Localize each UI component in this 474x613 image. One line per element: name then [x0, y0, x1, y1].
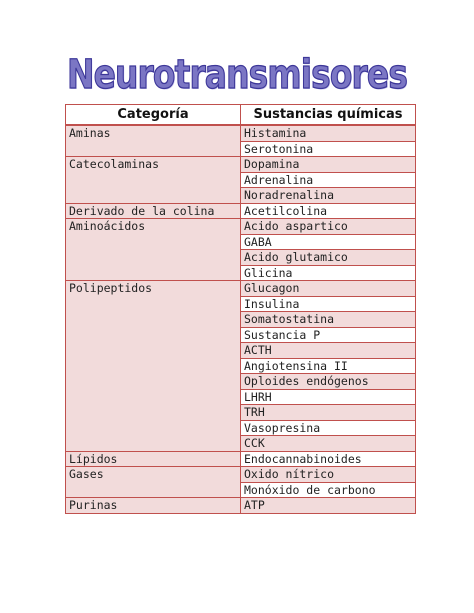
substance-cell: Insulina	[241, 296, 416, 312]
category-cell: Catecolaminas	[66, 157, 241, 204]
substance-cell: CCK	[241, 436, 416, 452]
table-row	[66, 498, 416, 514]
page-title: Neurotransmisores	[66, 52, 408, 98]
substance-cell: Oxido nítrico	[241, 467, 416, 483]
category-cell: Lípidos	[66, 451, 241, 467]
substance-cell: Sustancia P	[241, 327, 416, 343]
category-cell: Aminoácidos	[66, 219, 241, 281]
substance-cell: ATP	[241, 498, 416, 514]
header-category: Categoría	[66, 105, 241, 126]
substance-cell: Serotonina	[241, 141, 416, 157]
category-cell: Derivado de la colina	[66, 203, 241, 219]
substance-cell: Oploides endógenos	[241, 374, 416, 390]
substance-cell: Acetilcolina	[241, 203, 416, 219]
substance-cell: GABA	[241, 234, 416, 250]
neurotransmitter-table	[65, 104, 416, 514]
category-cell: Gases	[66, 467, 241, 498]
substance-cell: Adrenalina	[241, 172, 416, 188]
substance-cell: Acido glutamico	[241, 250, 416, 266]
header-substances: Sustancias químicas	[241, 105, 416, 126]
table-row	[66, 125, 416, 141]
table-row	[66, 467, 416, 483]
table-row	[66, 157, 416, 173]
substance-cell: LHRH	[241, 389, 416, 405]
substance-cell: ACTH	[241, 343, 416, 359]
category-cell: Polipeptidos	[66, 281, 241, 452]
category-cell: Purinas	[66, 498, 241, 514]
substance-cell: Angiotensina II	[241, 358, 416, 374]
substance-cell: Noradrenalina	[241, 188, 416, 204]
substance-cell: Vasopresina	[241, 420, 416, 436]
table-row	[66, 203, 416, 219]
table-row	[66, 219, 416, 235]
substance-cell: Histamina	[241, 125, 416, 141]
substance-cell: Somatostatina	[241, 312, 416, 328]
category-cell: Aminas	[66, 125, 241, 157]
substance-cell: TRH	[241, 405, 416, 421]
table-row	[66, 281, 416, 297]
substance-cell: Monóxido de carbono	[241, 482, 416, 498]
substance-cell: Glucagon	[241, 281, 416, 297]
substance-cell: Glicina	[241, 265, 416, 281]
substance-cell: Acido aspartico	[241, 219, 416, 235]
substance-cell: Endocannabinoides	[241, 451, 416, 467]
table-row	[66, 451, 416, 467]
table-header-row	[66, 105, 416, 126]
table-body	[66, 125, 416, 513]
substance-cell: Dopamina	[241, 157, 416, 173]
